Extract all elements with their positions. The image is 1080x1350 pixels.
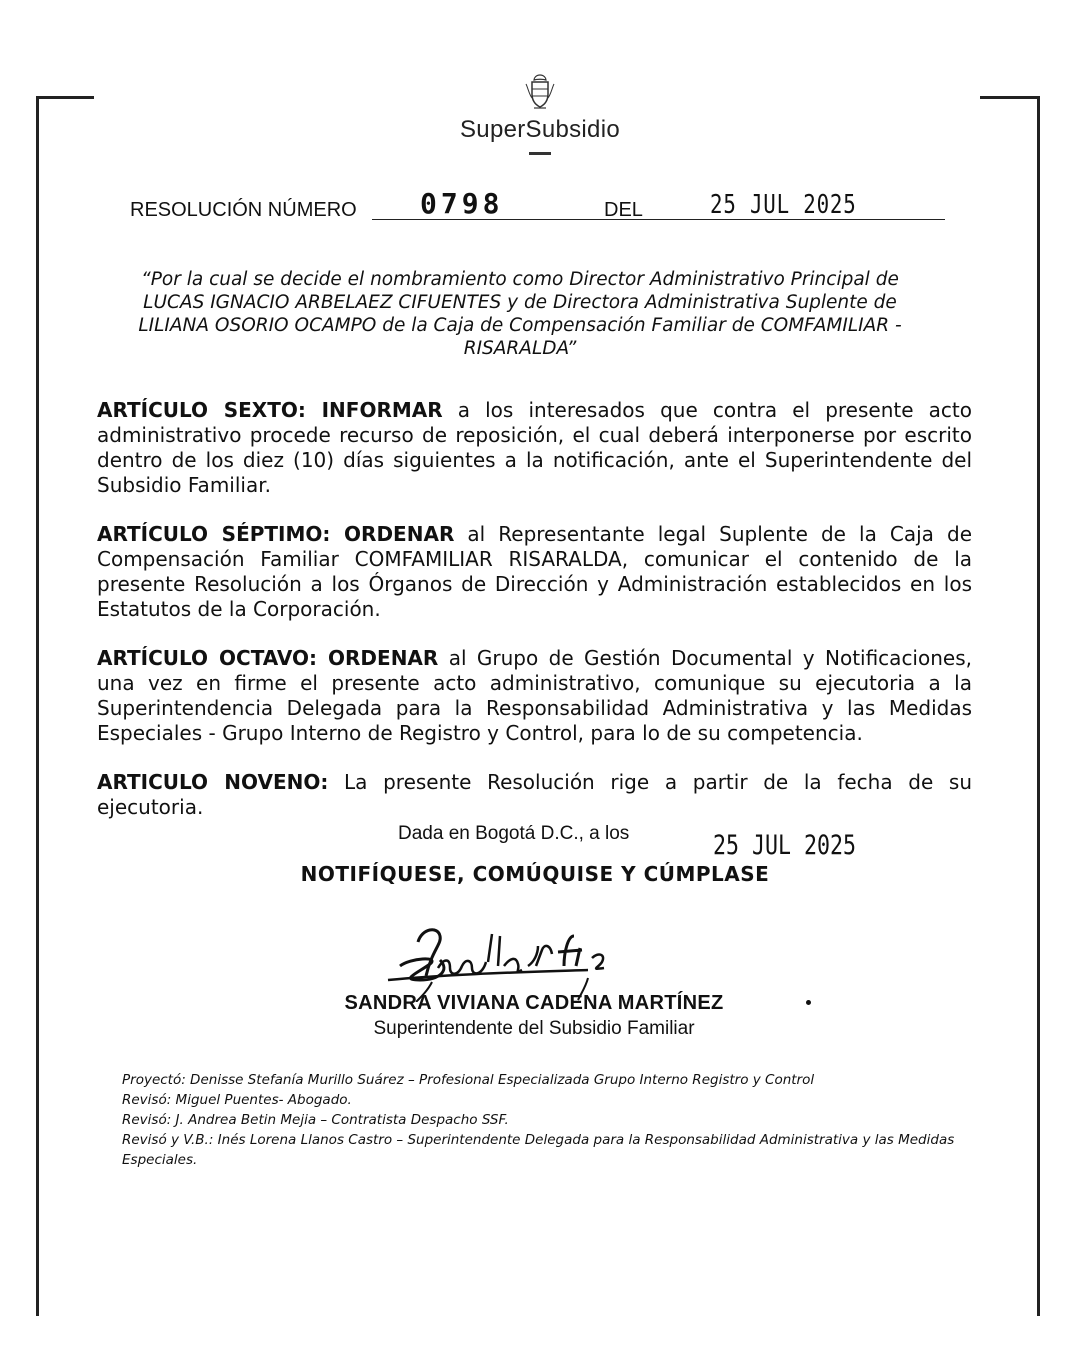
article-heading: ARTICULO NOVENO: bbox=[97, 770, 329, 794]
credit-line: Revisó: Miguel Puentes- Abogado. bbox=[122, 1092, 352, 1108]
resolution-del-label: DEL bbox=[604, 199, 643, 221]
resolution-number: 0798 bbox=[420, 187, 504, 220]
article-text: al Grupo de Gestión Documental y Notificaciones, una vez en firme el presente acto administrativo, comunique su ejecutoria a la Superintendencia Delegada para la Responsabilidad Administrativa y las Medidas Especiales - Grupo Interno de Registro y Control, para lo de su competencia. bbox=[97, 646, 972, 745]
article-text: La presente Resolución rige a partir de la fecha de su ejecutoria. bbox=[97, 770, 973, 819]
brand-name: SuperSubsidio bbox=[459, 116, 620, 143]
resolution-date: 25 JUL 2025 bbox=[710, 190, 857, 220]
signer-title: Superintendente del Subsidio Familiar bbox=[373, 1018, 695, 1039]
credit-line: Revisó: J. Andrea Betin Mejia – Contratista Despacho SSF. bbox=[122, 1112, 509, 1128]
coat-of-arms-icon bbox=[520, 72, 560, 114]
resolution-subject: “Por la cual se decide el nombramiento como Director Administrativo Principal de LUCAS IGNACIO ARBELAEZ CIFUENTES y de Directora Administrativa Suplente de LILIANA OSORIO OCAMPO de la Caja de Compensación Familiar de COMFAMILIAR - RISARALDA” bbox=[138, 269, 902, 359]
page-frame-left bbox=[36, 96, 39, 1316]
article-heading: ARTÍCULO SÉPTIMO: ORDENAR bbox=[97, 522, 455, 546]
brand-divider bbox=[529, 152, 551, 155]
article-text: al Representante legal Suplente de la Caja de Compensación Familiar COMFAMILIAR RISARALDA, comunicar el contenido de la presente Resolución a los Órganos de Dirección y Administración establecidos en los Estatutos de la Corporación. bbox=[97, 522, 972, 621]
article-text: a los interesados que contra el presente acto administrativo procede recurso de reposición, el cual deberá interponerse por escrito dentro de los diez (10) días siguientes a la notificación, ante el Superintendente del Subsidio Familiar. bbox=[97, 398, 972, 497]
document-body bbox=[97, 398, 972, 844]
ink-dot bbox=[806, 1000, 811, 1005]
article-sexto bbox=[97, 398, 972, 498]
document-header bbox=[0, 72, 1080, 155]
page-frame-right bbox=[1037, 96, 1040, 1316]
credit-line: Revisó y V.B.: Inés Lorena Llanos Castro – Superintendente Delegada para la Responsabilidad Administrativa y las Medidas Especiales. bbox=[122, 1132, 955, 1168]
resolution-line bbox=[130, 187, 945, 226]
credit-line: Proyectó: Denisse Stefanía Murillo Suárez – Profesional Especializada Grupo Interno Registro y Control bbox=[122, 1072, 815, 1088]
signer-name: SANDRA VIVIANA CADENA MARTÍNEZ bbox=[344, 992, 724, 1014]
article-heading: ARTÍCULO SEXTO: INFORMAR bbox=[97, 398, 443, 422]
article-heading: ARTÍCULO OCTAVO: ORDENAR bbox=[97, 646, 439, 670]
notify-statement: NOTIFÍQUESE, COMÚQUISE Y CÚMPLASE bbox=[300, 862, 770, 886]
given-in-date: 25 JUL 2025 bbox=[713, 830, 857, 861]
credits-block bbox=[122, 1070, 972, 1170]
given-in-text: Dada en Bogotá D.C., a los bbox=[398, 823, 630, 844]
article-octavo bbox=[97, 646, 972, 746]
handwritten-signature bbox=[378, 922, 658, 1002]
article-septimo bbox=[97, 522, 972, 622]
resolution-label: RESOLUCIÓN NÚMERO bbox=[130, 199, 357, 221]
article-noveno bbox=[97, 770, 972, 820]
